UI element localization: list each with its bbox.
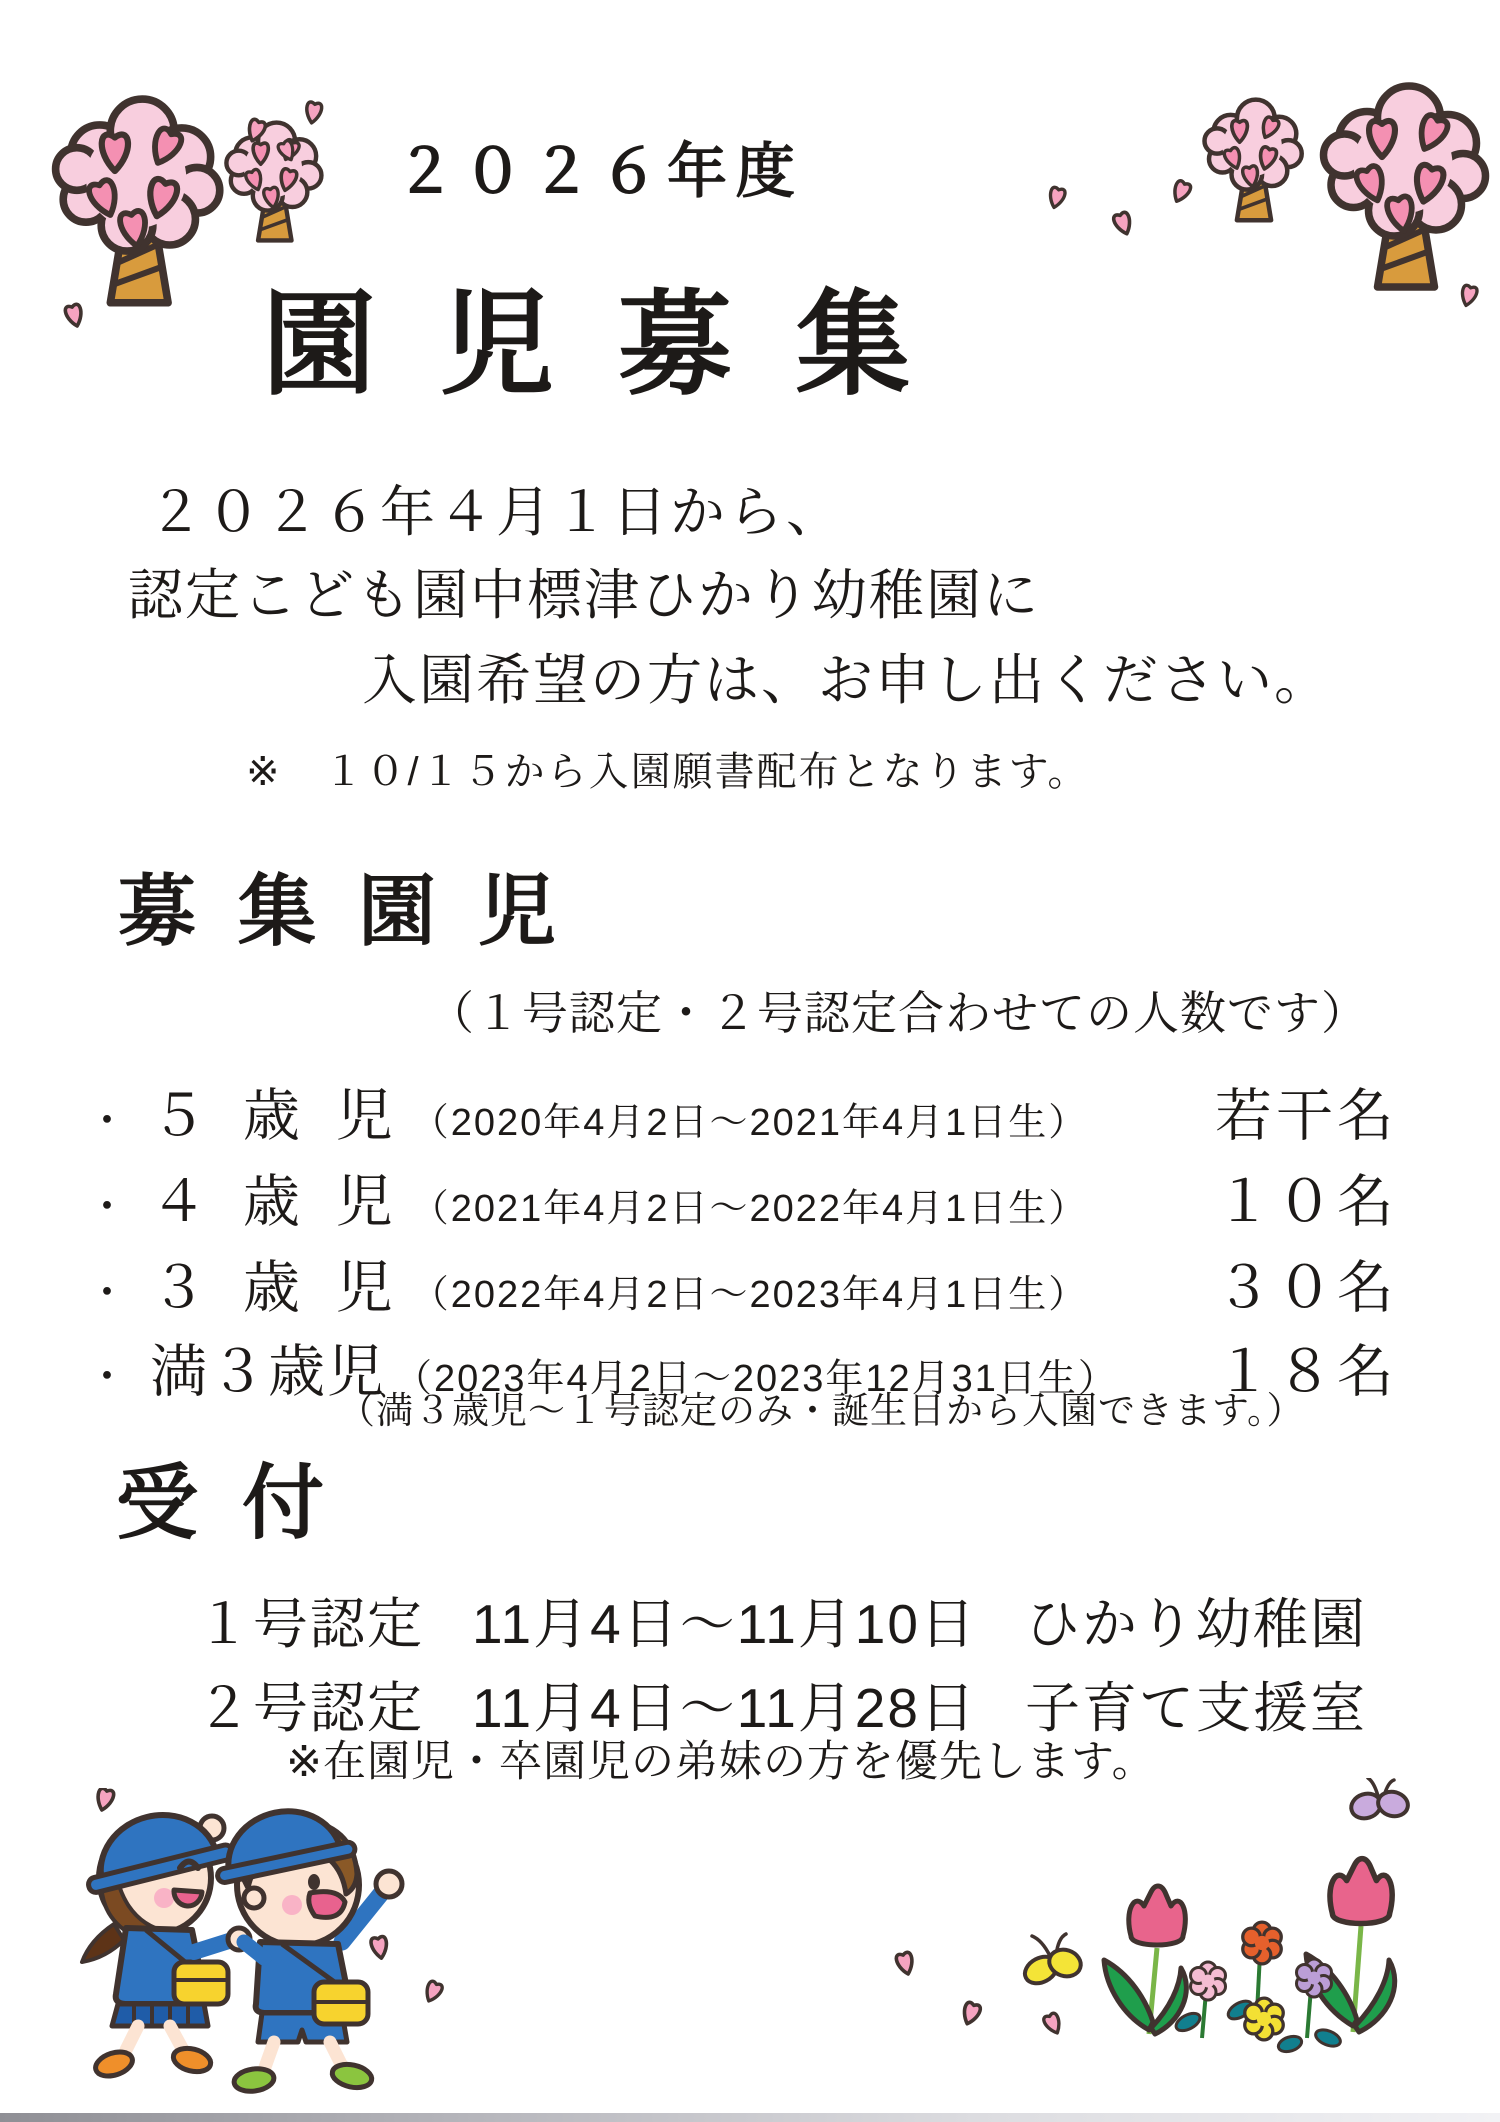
capacity-label: １０名 xyxy=(1215,1170,1398,1234)
flower-icon xyxy=(1297,1959,1332,1997)
walking-children-illustration xyxy=(42,1788,477,2122)
yellow-butterfly-icon xyxy=(1020,1934,1084,1989)
cherry-tree-icon xyxy=(226,123,321,241)
recruit-section-heading: 募集園児 xyxy=(118,867,599,955)
school-year-title: ２０２６年度 xyxy=(395,138,803,205)
reception-period: 11月4日～11月28日 xyxy=(472,1677,977,1739)
girl-child-icon xyxy=(76,1799,250,2080)
cert-label: ２号認定 xyxy=(196,1677,425,1739)
flower-icon xyxy=(1245,1998,1284,2040)
cert-label: １号認定 xyxy=(196,1593,425,1655)
recruit-row-4yo xyxy=(86,1156,1398,1238)
cherry-tree-icon xyxy=(1205,100,1302,221)
cherry-tree-icon xyxy=(56,99,220,303)
application-form-note: ※ １０/１５から入園願書配布となります。 xyxy=(246,750,1090,794)
row-bullet: ・ xyxy=(86,1269,129,1316)
tulip-icon xyxy=(1306,1859,1395,2032)
birth-range: （2022年4月2日～2023年4月1日生） xyxy=(410,1274,1089,1316)
capacity-label: 若干名 xyxy=(1215,1084,1398,1148)
flowers-illustration xyxy=(858,1778,1500,2122)
scan-edge-artifact xyxy=(0,2113,1500,2122)
birth-range: （2021年4月2日～2022年4月1日生） xyxy=(410,1188,1089,1230)
cherry-tree-icon xyxy=(1324,86,1486,287)
age-label: ４ 歳 児 xyxy=(150,1170,403,1234)
row-bullet: ・ xyxy=(86,1353,129,1400)
reception-period: 11月4日～11月10日 xyxy=(472,1593,977,1655)
recruit-row-3yo xyxy=(86,1242,1398,1324)
flower-icon xyxy=(1191,1962,1226,2000)
reception-row-cert2 xyxy=(196,1664,1367,1743)
row-bullet: ・ xyxy=(86,1183,129,1230)
birth-range: （2020年4月2日～2021年4月1日生） xyxy=(410,1102,1089,1144)
sibling-priority-note: ※在園児・卒園児の弟妹の方を優先します。 xyxy=(286,1738,1156,1786)
cherry-trees-top-right-illustration xyxy=(1028,58,1500,344)
age-label: ３ 歳 児 xyxy=(150,1256,403,1320)
intro-line-2: 認定こども園中標津ひかり幼稚園に xyxy=(128,564,1041,626)
intro-line-1: ２０２６年４月１日から、 xyxy=(148,481,845,543)
recruit-row-5yo xyxy=(86,1070,1398,1152)
capacity-label: ３０名 xyxy=(1215,1256,1398,1320)
intro-line-3: 入園希望の方は、お申し出ください。 xyxy=(362,649,1332,711)
reception-place: 子育て支援室 xyxy=(1024,1677,1367,1739)
reception-place: ひかり幼稚園 xyxy=(1024,1593,1367,1655)
capacity-label: １８名 xyxy=(1215,1340,1398,1404)
purple-butterfly-icon xyxy=(1348,1778,1410,1822)
page-title: 園児募集 xyxy=(262,282,975,409)
reception-section-heading: 受付 xyxy=(116,1458,369,1549)
age-label: ５ 歳 児 xyxy=(150,1084,403,1148)
full3yo-footnote: （満３歳児～１号認定のみ・誕生日から入園できます。） xyxy=(338,1390,1305,1431)
age-label: 満３歳児 xyxy=(150,1340,387,1404)
row-bullet: ・ xyxy=(86,1097,129,1144)
capacity-note: （１号認定・２号認定合わせての人数です） xyxy=(428,987,1368,1039)
birth-range: （2023年4月2日～2023年12月31日生） xyxy=(394,1358,1118,1400)
reception-row-cert1 xyxy=(196,1580,1367,1659)
tulip-icon xyxy=(1104,1886,1186,2034)
flower-icon xyxy=(1243,1922,1282,1964)
